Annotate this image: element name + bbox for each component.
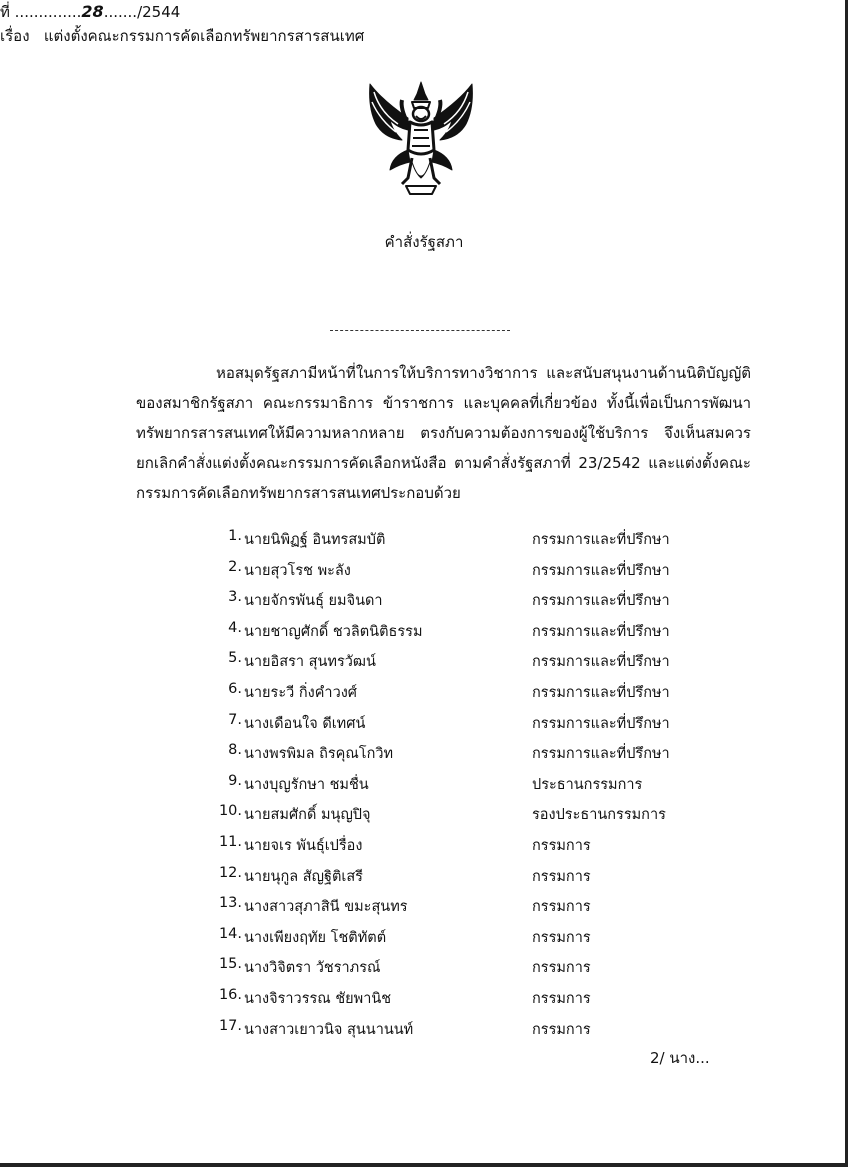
member-name: นางเพียงฤทัย โชติทัตต์	[244, 929, 387, 946]
member-name: นางวิจิตรา วัชราภรณ์	[244, 960, 381, 977]
member-row	[214, 650, 714, 681]
member-row	[214, 742, 714, 773]
member-row	[214, 834, 714, 865]
subject-text: แต่งตั้งคณะกรรมการคัดเลือกทรัพยากรสารสนเทศ	[43, 27, 365, 45]
subject-label: เรื่อง	[0, 27, 30, 45]
member-role: กรรมการ	[532, 868, 591, 885]
member-role: กรรมการ	[532, 899, 591, 916]
member-name: นางสาวเยาวนิจ สุนนานนท์	[244, 1021, 414, 1038]
member-number: 11.	[218, 833, 242, 850]
member-name: นายนุกูล สัญฐิติเสรี	[244, 868, 363, 885]
member-role: กรรมการและที่ปรึกษา	[532, 654, 670, 671]
subject-line	[0, 24, 848, 48]
member-name: นายสุวโรช พะลัง	[244, 562, 351, 579]
member-row	[214, 803, 714, 834]
body-paragraph-block	[136, 358, 751, 508]
order-title: คำสั่งรัฐสภา	[384, 233, 464, 251]
member-name: นายจเร พันธุ์เปรื่อง	[244, 837, 363, 854]
member-role: กรรมการ	[532, 990, 591, 1007]
header-divider	[330, 330, 510, 331]
member-number: 6.	[228, 680, 242, 697]
order-number-handwritten: 28	[81, 2, 104, 21]
member-name: นางพรพิมล ถิรคุณโกวิท	[244, 746, 394, 763]
member-number: 9.	[228, 772, 242, 789]
member-number: 12.	[218, 864, 242, 881]
member-row	[214, 620, 714, 651]
member-number: 8.	[228, 742, 242, 759]
garuda-emblem-icon	[362, 78, 480, 196]
order-number-line	[0, 0, 848, 24]
order-number-dots-before: ..............	[9, 3, 82, 21]
member-name: นายอิสรา สุนทรวัฒน์	[244, 654, 376, 671]
member-role: กรรมการและที่ปรึกษา	[532, 623, 670, 640]
member-role: กรรมการและที่ปรึกษา	[532, 593, 670, 610]
member-row	[214, 528, 714, 559]
member-number: 1.	[228, 528, 242, 544]
member-role: กรรมการ	[532, 1021, 591, 1038]
order-number-dots-after: ......./2544	[103, 3, 181, 21]
member-role: กรรมการและที่ปรึกษา	[532, 562, 670, 579]
member-row	[214, 926, 714, 957]
order-number-prefix: ที่	[0, 3, 10, 21]
member-list	[214, 528, 714, 1048]
member-name: นายสมศักดิ์ มนุญปิจุ	[244, 807, 371, 824]
member-number: 13.	[218, 895, 242, 912]
member-role: กรรมการ	[532, 960, 591, 977]
member-row	[214, 1018, 714, 1049]
member-name: นางบุญรักษา ชมชื่น	[244, 776, 369, 793]
member-number: 3.	[228, 589, 242, 606]
member-row	[214, 681, 714, 712]
member-row	[214, 865, 714, 896]
member-name: นางเดือนใจ ดีเทศน์	[244, 715, 366, 732]
member-number: 16.	[218, 986, 242, 1003]
scan-edge-bottom	[0, 1163, 848, 1167]
member-name: นายนิพิฏฐ์ อินทรสมบัติ	[244, 532, 386, 548]
member-role: กรรมการและที่ปรึกษา	[532, 532, 670, 548]
member-name: นายจักรพันธุ์ ยมจินดา	[244, 593, 383, 610]
member-number: 15.	[218, 956, 242, 973]
member-role: รองประธานกรรมการ	[532, 807, 666, 824]
member-row	[214, 589, 714, 620]
member-number: 5.	[228, 650, 242, 667]
member-name: นายระวี กิ่งคำวงศ์	[244, 684, 358, 701]
member-row	[214, 956, 714, 987]
member-number: 4.	[228, 619, 242, 636]
member-role: กรรมการและที่ปรึกษา	[532, 684, 670, 701]
member-number: 7.	[228, 711, 242, 728]
member-row	[214, 712, 714, 743]
member-name: นางสาวสุภาสินี ขมะสุนทร	[244, 899, 408, 916]
member-row	[214, 987, 714, 1018]
member-role: กรรมการและที่ปรึกษา	[532, 746, 670, 763]
member-number: 2.	[228, 558, 242, 575]
member-name: นายชาญศักดิ์ ชวลิตนิติธรรม	[244, 623, 423, 640]
member-number: 17.	[218, 1017, 242, 1034]
member-name: นางจิราวรรณ ชัยพานิช	[244, 990, 392, 1007]
member-role: กรรมการและที่ปรึกษา	[532, 715, 670, 732]
member-role: กรรมการ	[532, 837, 591, 854]
member-row	[214, 895, 714, 926]
member-role: กรรมการ	[532, 929, 591, 946]
body-paragraph: หอสมุดรัฐสภามีหน้าที่ในการให้บริการทางวิชาการ และสนับสนุนงานด้านนิติบัญญัติของสมาชิกรัฐสภา คณะกรรมาธิการ ข้าราชการ และบุคคลที่เกี่ยวข้อง ทั้งนี้เพื่อเป็นการพัฒนาทรัพยากรสารสนเทศให้มีความหลากหลาย ตรงกับความต้องการของผู้ใช้บริการ จึงเห็นสมควรยกเลิกคำสั่งแต่งตั้งคณะกรรมการคัดเลือกหนังสือ ตามคำสั่งรัฐสภาที่ 23/2542 และแต่งตั้งคณะกรรมการคัดเลือกทรัพยากรสารสนเทศประกอบด้วย	[136, 364, 751, 502]
member-number: 10.	[218, 803, 242, 820]
member-role: ประธานกรรมการ	[532, 776, 643, 793]
continued-marker: 2/ นาง...	[650, 1049, 710, 1067]
member-row	[214, 559, 714, 590]
member-row	[214, 773, 714, 804]
member-number: 14.	[218, 925, 242, 942]
